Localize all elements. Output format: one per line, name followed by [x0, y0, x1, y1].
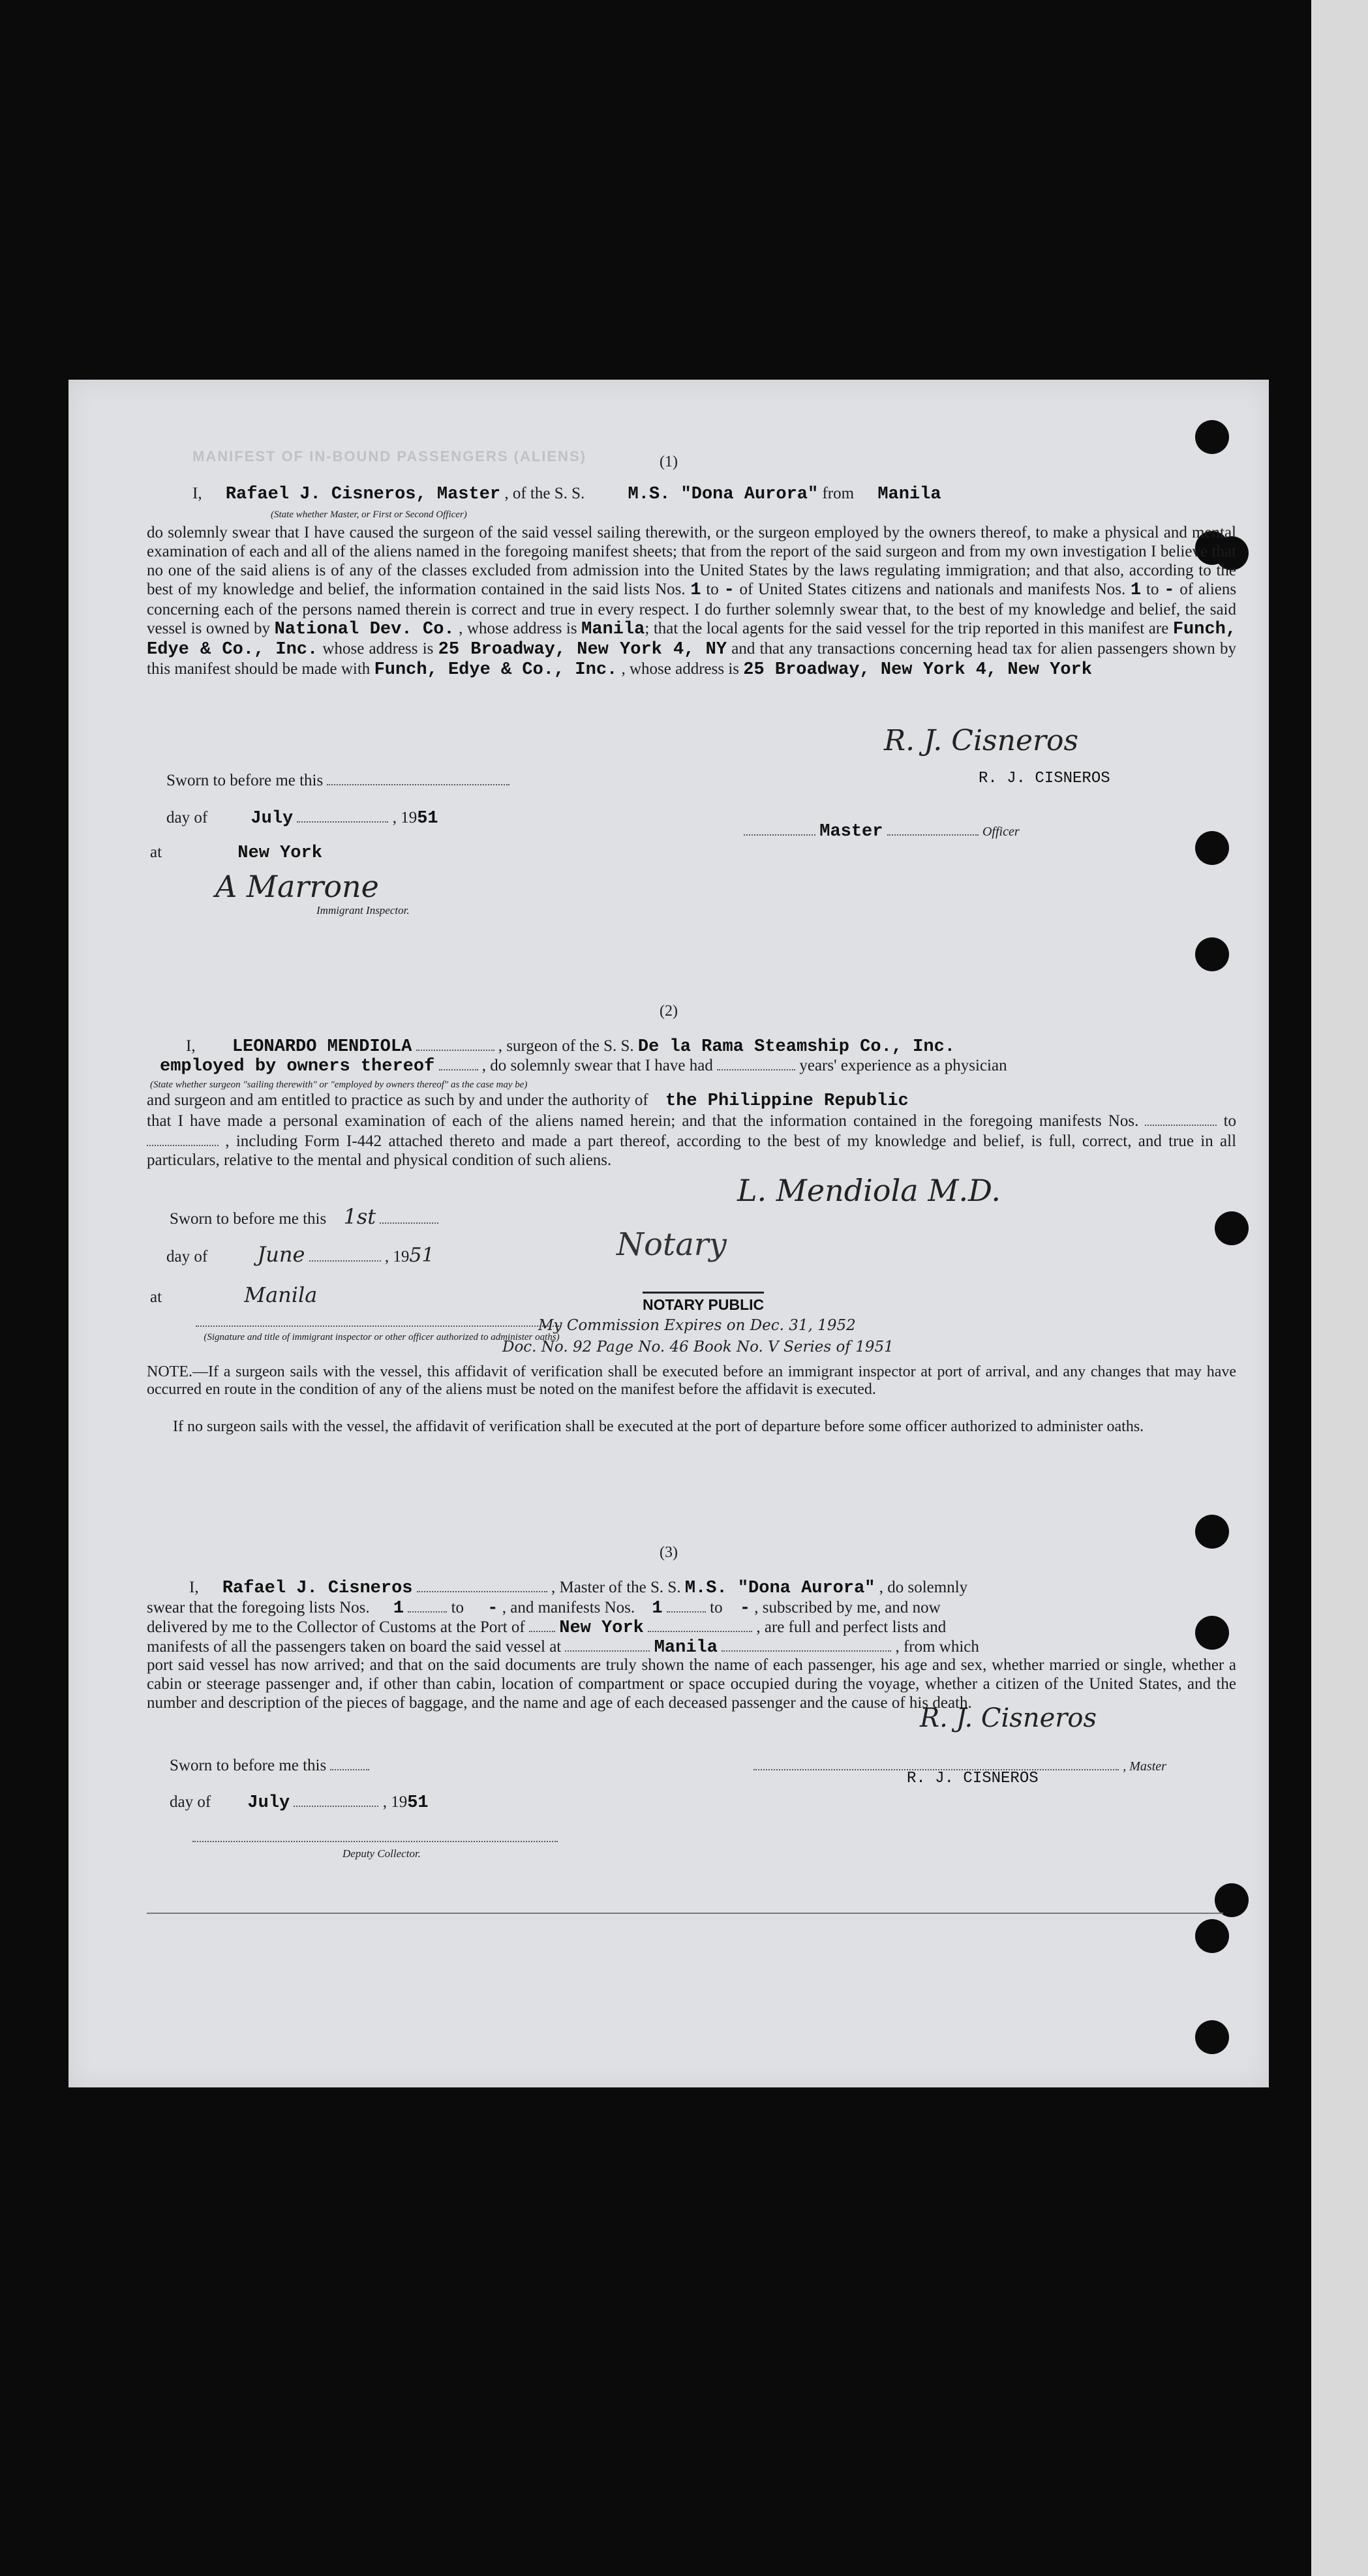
- master-line: I, Rafael J. Cisneros, Master , of the S. S. M.S. "Dona Aurora" from Manila: [192, 485, 941, 504]
- title-field: Master: [819, 822, 883, 841]
- surgeon-signature: L. Mendiola M.D.: [737, 1173, 1001, 1208]
- from-port-field: Manila: [877, 485, 941, 504]
- state-note: (State whether Master, or First or Second Officer): [271, 509, 467, 520]
- lists-from: 1: [393, 1599, 404, 1618]
- owner-field: National Dev. Co.: [274, 620, 455, 639]
- punch-hole: [1195, 420, 1229, 454]
- inspector-caption: Immigrant Inspector.: [316, 904, 410, 917]
- owner-address-field: Manila: [581, 620, 645, 639]
- surgeon-name-field: LEONARDO MENDIOLA: [232, 1037, 412, 1057]
- collector-rule: [192, 1841, 558, 1842]
- employed-line: employed by owners thereof , do solemnly swear that I have had years' experience as a physician: [147, 1055, 1007, 1076]
- affidavit-page: [68, 380, 1269, 2087]
- master-oath-paragraph: port said vessel has now arrived; and that on the said documents are truly shown the name of each passenger, his age and sex, whether married or single, whether a cabin or steerage passenger and, if other than cabin, location of compartment or space occupied during the voyage, whether a citizen of the United States, and the number and description of the pieces of baggage, and the name and age of each deceased passenger and the cause of his death.: [147, 1656, 1236, 1712]
- departure-line: manifests of all the passengers taken on board the said vessel at Manila , from which: [147, 1636, 979, 1658]
- master-signature: R. J. Cisneros: [920, 1703, 1097, 1733]
- section-number: (2): [660, 1003, 678, 1020]
- manifest-to: -: [1164, 581, 1175, 600]
- punch-hole: [1195, 831, 1229, 865]
- doc-text: Doc. No. 92 Page No. 46 Book No. V Series of 1951: [502, 1339, 894, 1356]
- signer-typed: R. J. CISNEROS: [979, 770, 1110, 787]
- signer-typed: R. J. CISNEROS: [907, 1770, 1039, 1787]
- punch-hole: [1195, 1919, 1229, 1953]
- month-field: June: [257, 1242, 305, 1267]
- notary-signature: Notary: [616, 1226, 727, 1263]
- sworn-line: Sworn to before me this 1st: [170, 1207, 438, 1229]
- year-field: 51: [417, 809, 438, 828]
- day-line: day of July , 1951: [170, 1791, 429, 1813]
- commission-text: My Commission Expires on Dec. 31, 1952: [538, 1317, 856, 1334]
- day-line: day of June , 1951: [166, 1242, 434, 1267]
- oath-paragraph: do solemnly swear that I have caused the surgeon of the said vessel sailing therewith, or the surgeon employed by the owners thereof, to make a physical and mental examination of each and all of the aliens named in the foregoing manifest sheets; that from the report of the said surgeon and from my own investigation I believe that no one of the said aliens is of any of the classes excluded from admission into the United States by the laws regulating immigration; and that also, according to the best of my knowledge and belief, the information contained in the said lists Nos. 1 to - of United States citizens and nationals and manifests Nos. 1 to - of aliens concerning each of the persons named therein is correct and true in every respect. I do further solemnly swear that, to the best of my knowledge and belief, the said vessel is owned by National Dev. Co. , whose address is Manila; that the local agents for the said vessel for the trip reported in this manifest are Funch, Edye & Co., Inc. whose address is 25 Broadway, New York 4, NY and that any transactions concerning head tax for alien passengers shown by this manifest should be made with Funch, Edye & Co., Inc. , whose address is 25 Broadway, New York 4, New York: [147, 524, 1237, 680]
- master-name-field: Rafael J. Cisneros, Master: [225, 485, 501, 504]
- manifest-from: 1: [1131, 581, 1142, 600]
- lists-to: -: [487, 1599, 498, 1618]
- section-number: (3): [660, 1544, 678, 1561]
- year-field: 51: [407, 1793, 429, 1813]
- punch-hole: [1195, 937, 1229, 971]
- month-field: July: [247, 1793, 290, 1813]
- signature-rule: [196, 1326, 561, 1327]
- bottom-rule: [147, 1913, 1223, 1914]
- officer-line: Master Officer: [744, 820, 1020, 841]
- month-field: July: [251, 809, 294, 828]
- head-tax-party-field: Funch, Edye & Co., Inc.: [374, 660, 618, 680]
- master-sign-line: , Master: [753, 1755, 1166, 1776]
- ship-name-field: M.S. "Dona Aurora": [684, 1579, 875, 1598]
- sworn-day-field: 1st: [343, 1204, 376, 1229]
- lists-line: swear that the foregoing lists Nos. 1 to - , and manifests Nos. 1 to - , subscribed by me, and now: [147, 1597, 941, 1618]
- place-field: Manila: [244, 1282, 318, 1307]
- at-line: at Manila: [150, 1282, 318, 1307]
- at-line: at New York: [150, 843, 322, 863]
- year-field: 51: [409, 1244, 434, 1267]
- manifests-to: -: [739, 1599, 751, 1618]
- departure-port-field: Manila: [654, 1638, 718, 1658]
- scanner-frame-edge: [1311, 0, 1368, 2576]
- manifests-from: 1: [652, 1599, 663, 1618]
- collector-caption: Deputy Collector.: [342, 1847, 421, 1860]
- agents-field: Funch, Edye & Co., Inc.: [147, 620, 1237, 659]
- agents-address-field: 25 Broadway, New York 4, NY: [438, 640, 727, 659]
- ship-name-field: M.S. "Dona Aurora": [628, 485, 819, 504]
- punch-hole: [1195, 2020, 1229, 2054]
- punch-hole: [1195, 1616, 1229, 1650]
- surgeon-paragraph: that I have made a personal examination of each of the aliens named herein; and that the information contained in the foregoing manifests Nos. to , including Form I-442 attached thereto and made a part thereof, according to the best of my knowledge and belief, is full, correct, and true in all particulars, relative to the mental and physical condition of such aliens.: [147, 1110, 1236, 1170]
- master-signature: R. J. Cisneros: [884, 724, 1079, 757]
- port-line: delivered by me to the Collector of Customs at the Port of New York , are full and perfect lists and: [147, 1616, 946, 1638]
- employed-field: employed by owners thereof: [160, 1057, 435, 1076]
- signature-caption: (Signature and title of immigrant inspector or other officer authorized to administer oaths): [204, 1332, 560, 1342]
- surgeon-line: I, LEONARDO MENDIOLA , surgeon of the S. S. De la Rama Steamship Co., Inc.: [186, 1035, 955, 1057]
- section-number: (1): [660, 453, 678, 470]
- sworn-line: Sworn to before me this: [170, 1755, 369, 1776]
- note-paragraph: NOTE.—If a surgeon sails with the vessel, this affidavit of verification shall be executed before an immigrant inspector at port of arrival, and any changes that may have occurred en route in the condition of any of the aliens must be noted on the manifest before the affidavit is executed.: [147, 1363, 1236, 1398]
- head-tax-address-field: 25 Broadway, New York 4, New York: [743, 660, 1092, 680]
- port-field: New York: [559, 1618, 644, 1638]
- place-field: New York: [237, 843, 322, 863]
- master-name-field: Rafael J. Cisneros: [222, 1579, 413, 1598]
- company-field: De la Rama Steamship Co., Inc.: [637, 1037, 955, 1057]
- surgeon-state-note: (State whether surgeon "sailing therewith" or "employed by owners thereof" as the case may be): [150, 1080, 528, 1090]
- list-from: 1: [690, 581, 701, 600]
- list-to: -: [723, 581, 735, 600]
- notary-label: NOTARY PUBLIC: [643, 1292, 764, 1314]
- inspector-signature: A Marrone: [215, 869, 379, 904]
- sworn-line: Sworn to before me this: [166, 770, 509, 791]
- bleed-through-header: MANIFEST OF IN-BOUND PASSENGERS (ALIENS): [192, 448, 586, 464]
- note-paragraph-2: If no surgeon sails with the vessel, the affidavit of verification shall be executed at the port of departure before some officer authorized to administer oaths.: [173, 1418, 1144, 1435]
- master-line: I, Rafael J. Cisneros , Master of the S. S. M.S. "Dona Aurora" , do solemnly: [189, 1577, 967, 1598]
- authority-field: the Philippine Republic: [665, 1091, 909, 1111]
- authority-line: and surgeon and am entitled to practice as such by and under the authority of the Philippine Republic: [147, 1091, 909, 1111]
- day-line: day of July , 1951: [166, 807, 438, 828]
- punch-hole: [1215, 1211, 1249, 1245]
